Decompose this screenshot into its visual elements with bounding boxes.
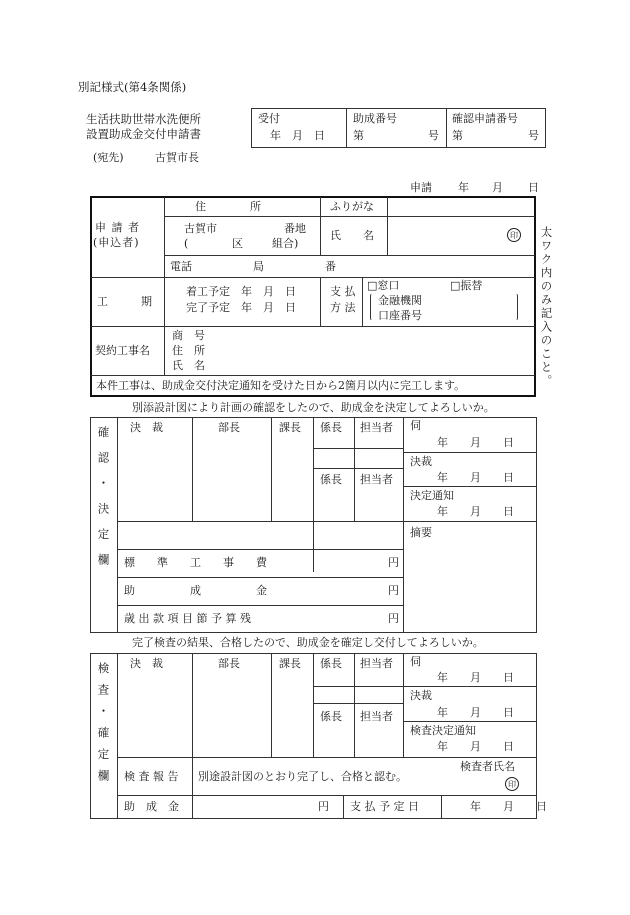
confirm-ukagai: 伺 bbox=[410, 419, 421, 432]
confirm-kacho: 課長 bbox=[279, 421, 301, 434]
name-label: 氏 名 bbox=[330, 229, 374, 242]
grant-yen: 円 bbox=[388, 584, 399, 597]
inspection-kakaricho-2: 係長 bbox=[320, 710, 342, 723]
furigana-header: ふりがな bbox=[330, 200, 374, 213]
inspection-report-label: 検 査 報 告 bbox=[124, 770, 179, 783]
confirm-notice-date: 年 月 日 bbox=[437, 505, 514, 518]
confirm-number-label: 確認申請番号 bbox=[452, 112, 518, 125]
inspection-bucho: 部長 bbox=[218, 657, 240, 670]
confirm-side-label: 確認・決定欄 bbox=[96, 426, 111, 579]
inspector-name-label: 検査者氏名 bbox=[460, 760, 515, 773]
confirm-kessai: 決 裁 bbox=[130, 421, 163, 434]
addressee: 古賀市長 bbox=[155, 151, 199, 164]
standard-cost-yen: 円 bbox=[388, 556, 399, 569]
final-grant-yen: 円 bbox=[318, 800, 329, 813]
confirm-instruction: 別添設計図により計画の確認をしたので、助成金を決定してよろしいか。 bbox=[132, 401, 495, 414]
inspection-notice: 検査決定通知 bbox=[410, 724, 476, 737]
contractor-address: 住 所 bbox=[172, 344, 205, 357]
payment-label-1: 支 払 bbox=[330, 285, 356, 298]
applicant-sublabel: (申込者) bbox=[93, 236, 140, 249]
confirm-kessai-2: 決裁 bbox=[410, 455, 432, 468]
grant-number-go: 号 bbox=[428, 129, 439, 142]
form-label: 別記様式(第4条関係) bbox=[78, 80, 187, 94]
inspection-notice-date: 年 月 日 bbox=[437, 740, 514, 753]
completion-instruction: 完了検査の結果、合格したので、助成金を確定し交付してよろしいか。 bbox=[132, 636, 484, 649]
applicant-seal: 印 bbox=[507, 228, 521, 242]
budget-yen: 円 bbox=[388, 612, 399, 625]
tel-label: 電話 bbox=[170, 260, 192, 273]
inspection-kakaricho-1: 係長 bbox=[320, 657, 342, 670]
contractor-name: 氏 名 bbox=[172, 359, 205, 372]
grant-label: 助 成 金 bbox=[124, 584, 267, 597]
confirm-number-dai: 第 bbox=[452, 129, 463, 142]
completion-note: 本件工事は、助成金交付決定通知を受けた日から2箇月以内に完工します。 bbox=[96, 379, 466, 392]
address-ku: 区 bbox=[232, 237, 243, 250]
confirm-tantosha-2: 担当者 bbox=[360, 473, 393, 486]
inspection-tantosha-1: 担当者 bbox=[360, 657, 393, 670]
contractor-trade: 商 号 bbox=[172, 329, 205, 342]
payment-option-window[interactable]: □窓口 bbox=[367, 279, 400, 292]
confirm-summary: 摘要 bbox=[410, 526, 432, 539]
grant-number-dai: 第 bbox=[353, 129, 364, 142]
address-city: 古賀市 bbox=[184, 222, 217, 235]
receipt-date: 年 月 日 bbox=[270, 129, 325, 142]
address-paren: ( bbox=[184, 237, 189, 250]
bank-label: 金融機関 bbox=[378, 294, 422, 307]
address-banchi: 番地 bbox=[284, 222, 306, 235]
inspection-side-label: 検査・確定欄 bbox=[96, 662, 111, 791]
payment-option-transfer[interactable]: □振替 bbox=[450, 279, 483, 292]
confirm-kessai-2-date: 年 月 日 bbox=[437, 471, 514, 484]
confirm-number-go: 号 bbox=[528, 129, 539, 142]
application-day: 日 bbox=[528, 181, 539, 194]
form-title-line1: 生活扶助世帯水洗便所 bbox=[86, 112, 201, 126]
payment-date: 年 月 日 bbox=[470, 800, 547, 813]
construction-start: 着工予定 年 月 日 bbox=[186, 285, 296, 298]
inspection-ukagai: 伺 bbox=[410, 655, 421, 668]
construction-period-label: 工 期 bbox=[97, 295, 152, 308]
receipt-label: 受付 bbox=[258, 112, 280, 125]
confirm-kakaricho-2: 係長 bbox=[320, 473, 342, 486]
tel-kyoku: 局 bbox=[253, 260, 264, 273]
payment-date-label: 支 払 予 定 日 bbox=[350, 800, 419, 813]
inspection-ukagai-date: 年 月 日 bbox=[437, 671, 514, 684]
address-header: 住 所 bbox=[195, 200, 261, 213]
tel-ban: 番 bbox=[325, 260, 336, 273]
payment-label-2: 方 法 bbox=[330, 301, 356, 314]
account-label: 口座番号 bbox=[378, 309, 422, 322]
inspection-tantosha-2: 担当者 bbox=[360, 710, 393, 723]
side-note: 太ワク内のみ記入のこと。 bbox=[539, 226, 554, 388]
inspection-kessai: 決 裁 bbox=[130, 657, 163, 670]
grant-number-label: 助成番号 bbox=[353, 112, 397, 125]
standard-cost-label: 標 準 工 事 費 bbox=[124, 556, 267, 569]
application-year: 年 bbox=[458, 181, 469, 194]
final-grant-label: 助 成 金 bbox=[124, 800, 179, 813]
confirm-kakaricho-1: 係長 bbox=[320, 421, 342, 434]
application-date-prefix: 申請 bbox=[410, 181, 432, 194]
budget-label: 歳 出 款 項 目 節 予 算 残 bbox=[124, 612, 251, 625]
contractor-label: 契約工事名 bbox=[95, 344, 150, 357]
confirm-ukagai-date: 年 月 日 bbox=[437, 436, 514, 449]
inspection-kacho: 課長 bbox=[279, 657, 301, 670]
confirm-tantosha-1: 担当者 bbox=[360, 421, 393, 434]
addressee-prefix: (宛先) bbox=[93, 151, 124, 164]
inspector-seal: 印 bbox=[505, 777, 519, 791]
address-kumiai: 組合) bbox=[272, 237, 299, 250]
confirm-bucho: 部長 bbox=[218, 421, 240, 434]
construction-end: 完了予定 年 月 日 bbox=[186, 301, 296, 314]
confirm-notice: 決定通知 bbox=[410, 489, 454, 502]
inspection-report-text: 別途設計図のとおり完了し、合格と認む。 bbox=[198, 770, 407, 783]
inspection-kessai-2: 決裁 bbox=[410, 689, 432, 702]
inspection-kessai-2-date: 年 月 日 bbox=[437, 706, 514, 719]
application-month: 月 bbox=[492, 181, 503, 194]
form-title-line2: 設置助成金交付申請書 bbox=[86, 127, 201, 141]
applicant-label: 申 請 者 bbox=[95, 221, 140, 234]
